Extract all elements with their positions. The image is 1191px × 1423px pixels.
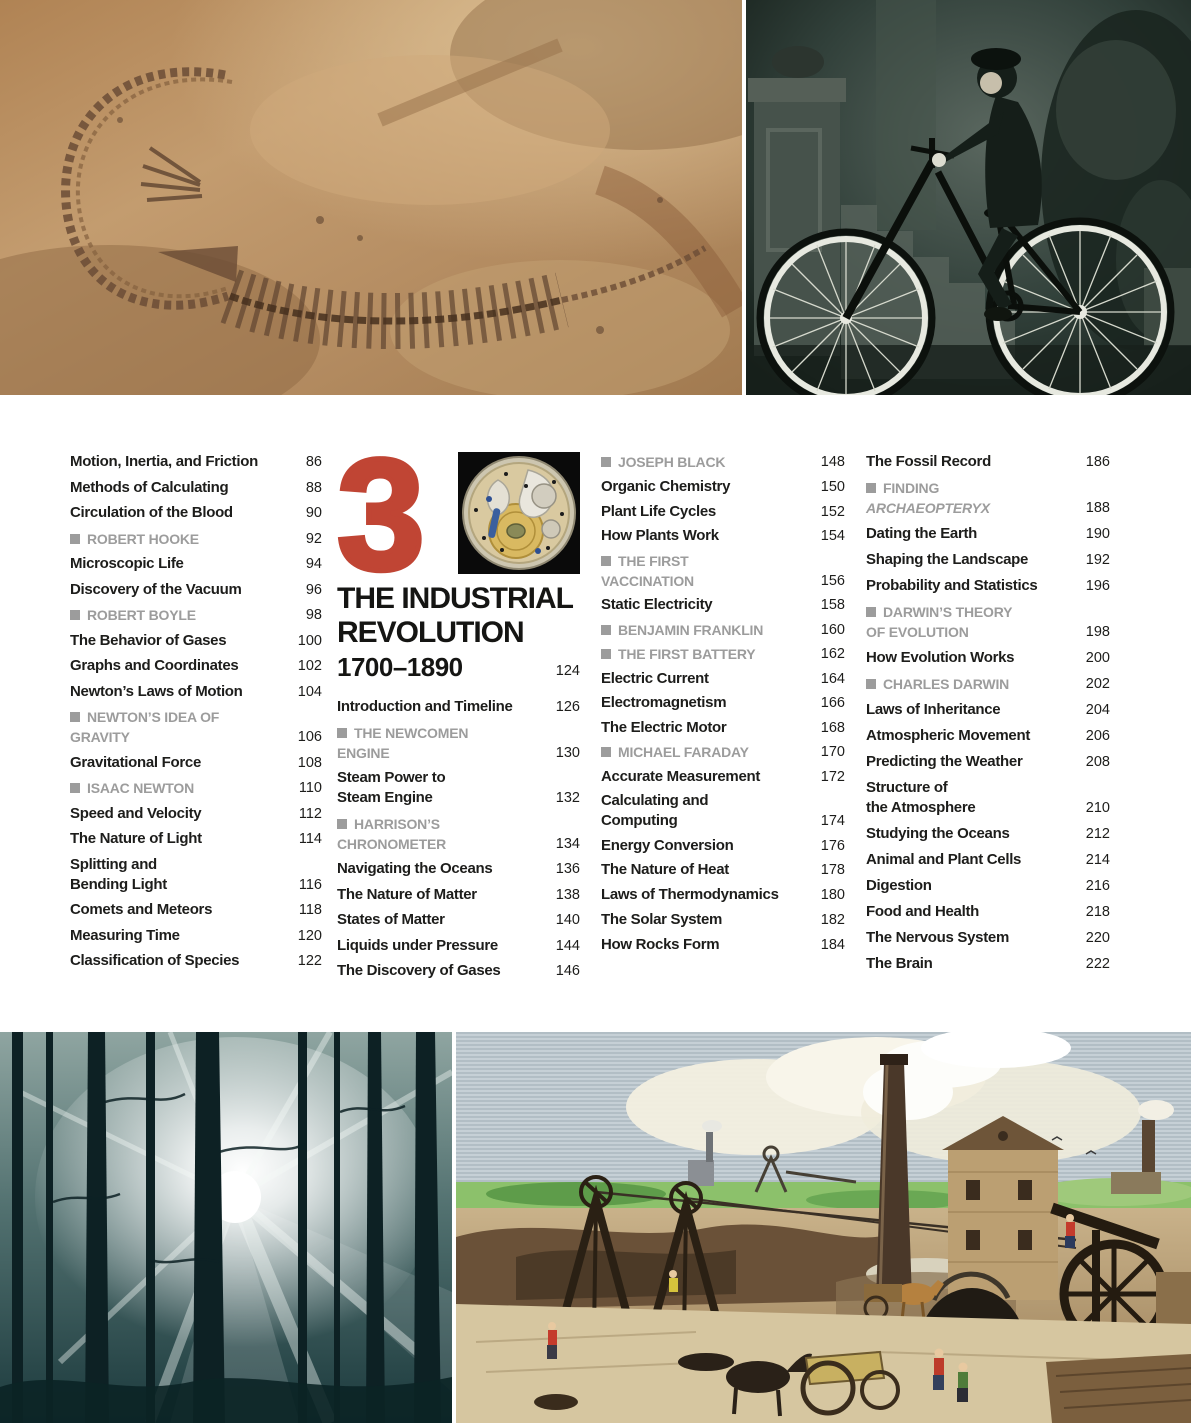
toc-entry-page-number: 192: [1085, 552, 1110, 568]
toc-entry-title: Dating the Earth: [866, 525, 978, 542]
toc-entry-page-number: 146: [555, 963, 580, 979]
toc-entry-page-number: 98: [305, 607, 322, 623]
chapter-title-line2: REVOLUTION: [337, 616, 524, 649]
toc-entry-page-number: 208: [1085, 754, 1110, 770]
toc-entry-page-number: 152: [820, 503, 845, 520]
toc-entry-page-number: 158: [820, 597, 845, 613]
toc-entry-title: The Nature of Heat: [601, 861, 729, 878]
toc-feature-entry: [601, 620, 845, 640]
toc-entry-page-number: 196: [1085, 578, 1110, 594]
chapter-title: [337, 582, 580, 650]
toc-entry-title: Classification of Species: [70, 952, 240, 969]
toc-column-2-list: [337, 697, 580, 981]
toc-entry-page-number: 92: [305, 530, 322, 547]
toc-entry-page-number: 112: [298, 805, 322, 822]
toc-entry-title: Newton’s Laws of Motion: [70, 682, 243, 700]
toc-entry-page-number: 126: [555, 699, 580, 715]
toc-entry-title: CHARLES DARWIN: [866, 674, 1009, 694]
toc-entry-title: Probability and Statistics: [866, 577, 1038, 594]
toc-entry-page-number: 114: [298, 831, 322, 847]
coal-mine-engraving-art: [456, 1032, 1191, 1423]
chapter-3-header: [337, 427, 580, 682]
toc-entry-title: Electric Current: [601, 669, 709, 687]
chapter-dates: 1700–1890: [337, 652, 463, 682]
toc-entry-title: Splitting and Bending Light: [70, 855, 167, 893]
toc-entry: [866, 452, 1110, 472]
toc-entry-title: Laws of Inheritance: [866, 701, 1001, 718]
toc-entry-page-number: 120: [297, 927, 322, 944]
toc-entry: [601, 767, 845, 787]
toc-entry-title: BENJAMIN FRANKLIN: [601, 620, 763, 640]
toc-entry-page-number: 138: [555, 886, 580, 903]
toc-column-3: [601, 452, 845, 959]
toc-entry: [70, 753, 322, 773]
toc-entry: [866, 954, 1110, 974]
square-bullet-icon: [866, 679, 876, 689]
square-bullet-icon: [601, 457, 611, 467]
toc-entry-title: Animal and Plant Cells: [866, 851, 1022, 868]
toc-column-4: [866, 452, 1110, 980]
toc-column-1: [70, 452, 322, 977]
toc-entry-page-number: 86: [305, 454, 322, 470]
square-bullet-icon: [866, 483, 876, 493]
toc-entry-page-number: 200: [1085, 650, 1110, 666]
toc-entry-title: ISAAC NEWTON: [70, 778, 194, 798]
toc-entry-page-number: 140: [555, 912, 580, 928]
toc-entry-page-number: 212: [1085, 826, 1110, 842]
toc-entry-page-number: 106: [297, 729, 322, 745]
toc-entry-title: FINDING ARCHAEOPTERYX: [866, 480, 990, 516]
toc-entry-page-number: 176: [820, 837, 845, 854]
toc-feature-entry: [70, 529, 322, 549]
toc-entry-page-number: 94: [305, 556, 322, 572]
toc-entry: [70, 900, 322, 920]
toc-entry-title: Studying the Oceans: [866, 825, 1010, 842]
toc-entry-page-number: 214: [1085, 852, 1110, 868]
toc-entry-title: Measuring Time: [70, 926, 180, 944]
toc-entry-page-number: 88: [305, 479, 322, 496]
toc-entry: [70, 503, 322, 523]
toc-entry: [70, 804, 322, 824]
toc-entry-page-number: 166: [820, 695, 845, 711]
toc-entry: [337, 936, 580, 956]
toc-entry-title: Plant Life Cycles: [601, 502, 716, 520]
toc-entry-page-number: 182: [820, 911, 845, 928]
toc-entry: [866, 550, 1110, 570]
toc-entry: [601, 718, 845, 738]
toc-entry: [337, 885, 580, 905]
toc-feature-entry: [601, 644, 845, 664]
toc-entry-title: How Evolution Works: [866, 649, 1015, 666]
toc-feature-entry: [70, 707, 322, 747]
toc-entry: [337, 859, 580, 879]
toc-entry-page-number: 186: [1085, 454, 1110, 470]
toc-entry-title: The Discovery of Gases: [337, 962, 501, 979]
toc-entry-title: Calculating and Computing: [601, 792, 709, 829]
toc-entry-title: The Nature of Light: [70, 830, 202, 847]
toc-entry-title: Predicting the Weather: [866, 753, 1023, 770]
fossil-photo: [0, 0, 742, 395]
boy-bicycle-photo-art: [746, 0, 1191, 395]
toc-entry-page-number: 172: [820, 768, 845, 785]
toc-entry-page-number: 170: [820, 744, 845, 760]
square-bullet-icon: [337, 728, 347, 738]
toc-entry-page-number: 160: [820, 621, 845, 638]
toc-entry-title: How Plants Work: [601, 527, 719, 544]
chapter-number: 3: [337, 427, 419, 603]
toc-entry-page-number: 156: [820, 572, 845, 589]
toc-entry: [70, 580, 322, 600]
toc-entry-page-number: 220: [1085, 930, 1110, 946]
toc-entry-page-number: 210: [1085, 800, 1110, 816]
toc-entry: [601, 526, 845, 546]
fossil-photo-art: [0, 0, 742, 395]
toc-entry: [601, 935, 845, 955]
toc-entry: [70, 631, 322, 651]
toc-feature-entry: [70, 605, 322, 625]
square-bullet-icon: [601, 625, 611, 635]
toc-entry-page-number: 104: [297, 683, 322, 700]
toc-entry-page-number: 136: [555, 861, 580, 877]
toc-feature-entry: [70, 778, 322, 798]
chapter-title-line1: THE INDUSTRIAL: [337, 582, 573, 615]
toc-entry-title: Steam Power to Steam Engine: [337, 769, 446, 806]
toc-entry-page-number: 134: [555, 835, 580, 852]
toc-entry-title: Static Electricity: [601, 596, 713, 613]
toc-entry-title: Laws of Thermodynamics: [601, 885, 779, 903]
toc-entry: [866, 850, 1110, 870]
toc-entry: [337, 910, 580, 930]
toc-entry-page-number: 204: [1085, 702, 1110, 718]
toc-entry: [70, 478, 322, 498]
toc-entry-page-number: 168: [820, 719, 845, 736]
forest-sunbeams-photo: [0, 1032, 452, 1423]
toc-entry: [337, 697, 580, 717]
toc-entry-page-number: 144: [555, 937, 580, 954]
toc-entry: [70, 855, 322, 895]
square-bullet-icon: [70, 712, 80, 722]
toc-entry-title: Introduction and Timeline: [337, 698, 513, 715]
toc-entry-page-number: 178: [820, 862, 845, 878]
toc-entry-title: THE FIRST BATTERY: [601, 644, 755, 664]
toc-entry-page-number: 102: [297, 658, 322, 674]
toc-entry-title: Comets and Meteors: [70, 901, 213, 918]
table-of-contents: [0, 395, 1191, 1032]
toc-entry-title: The Brain: [866, 955, 933, 972]
toc-entry-page-number: 110: [298, 780, 322, 796]
toc-entry-page-number: 150: [820, 478, 845, 495]
toc-entry-title: The Nature of Matter: [337, 885, 477, 903]
toc-entry-title: ROBERT HOOKE: [70, 529, 199, 549]
toc-entry: [601, 477, 845, 497]
miner-figure: [1065, 1214, 1075, 1248]
toc-entry-page-number: 180: [820, 886, 845, 903]
toc-feature-entry: [601, 452, 845, 472]
toc-entry-title: Structure of the Atmosphere: [866, 779, 976, 816]
toc-entry: [70, 656, 322, 676]
toc-feature-entry: [866, 674, 1110, 694]
toc-entry-title: Gravitational Force: [70, 753, 202, 771]
toc-entry: [866, 726, 1110, 746]
toc-entry-page-number: 118: [298, 902, 322, 918]
toc-entry-page-number: 164: [820, 670, 845, 687]
square-bullet-icon: [70, 610, 80, 620]
toc-entry-title: Accurate Measurement: [601, 767, 761, 785]
coal-mine-engraving: [456, 1032, 1191, 1423]
toc-entry-title: Microscopic Life: [70, 555, 184, 572]
square-bullet-icon: [70, 783, 80, 793]
toc-entry-title: MICHAEL FARADAY: [601, 742, 749, 762]
toc-entry-page-number: 116: [298, 876, 322, 893]
toc-entry-page-number: 130: [555, 744, 580, 761]
toc-entry: [70, 951, 322, 971]
toc-entry: [601, 693, 845, 713]
toc-entry: [866, 928, 1110, 948]
chronometer-watch-photo: [458, 452, 580, 574]
toc-entry: [601, 502, 845, 522]
toc-entry-page-number: 202: [1085, 676, 1110, 692]
toc-entry-title: Motion, Inertia, and Friction: [70, 453, 258, 470]
toc-entry-title: States of Matter: [337, 911, 445, 928]
toc-entry-title: Circulation of the Blood: [70, 504, 233, 521]
toc-entry-title: The Behavior of Gases: [70, 631, 227, 649]
toc-entry: [601, 836, 845, 856]
toc-entry-title: JOSEPH BLACK: [601, 452, 725, 472]
toc-entry-page-number: 154: [820, 528, 845, 544]
toc-feature-entry: [866, 478, 1110, 518]
toc-entry-title: Shaping the Landscape: [866, 551, 1029, 568]
toc-entry-title: ROBERT BOYLE: [70, 605, 196, 625]
toc-entry-page-number: 90: [305, 505, 322, 521]
toc-entry-title: The Fossil Record: [866, 453, 991, 470]
toc-entry-title: Speed and Velocity: [70, 804, 202, 822]
chapter-page-number: 124: [555, 663, 580, 679]
toc-entry: [866, 524, 1110, 544]
toc-entry: [866, 902, 1110, 922]
toc-entry-title: Graphs and Coordinates: [70, 657, 239, 674]
toc-entry-page-number: 190: [1085, 526, 1110, 542]
toc-entry: [70, 554, 322, 574]
toc-entry: [70, 829, 322, 849]
toc-feature-entry: [337, 723, 580, 763]
toc-entry-page-number: 184: [820, 936, 845, 953]
toc-entry: [601, 885, 845, 905]
toc-entry: [70, 926, 322, 946]
square-bullet-icon: [866, 607, 876, 617]
toc-entry: [601, 860, 845, 880]
toc-entry-page-number: 222: [1085, 956, 1110, 972]
toc-entry-title: Digestion: [866, 877, 932, 894]
square-bullet-icon: [601, 649, 611, 659]
toc-entry: [70, 682, 322, 702]
toc-feature-entry: [866, 602, 1110, 642]
toc-entry: [866, 752, 1110, 772]
square-bullet-icon: [601, 747, 611, 757]
toc-feature-entry: [601, 742, 845, 762]
toc-entry-page-number: 218: [1085, 904, 1110, 920]
toc-entry: [866, 778, 1110, 818]
toc-entry-title: The Electric Motor: [601, 718, 727, 736]
toc-entry-page-number: 216: [1085, 878, 1110, 894]
watch-movement-art: [458, 452, 580, 574]
toc-entry-title: The Nervous System: [866, 929, 1009, 946]
toc-entry-page-number: 100: [297, 632, 322, 649]
toc-entry: [70, 452, 322, 472]
toc-entry-page-number: 132: [555, 790, 580, 806]
toc-entry: [601, 791, 845, 831]
toc-entry: [866, 700, 1110, 720]
toc-entry-title: Navigating the Oceans: [337, 860, 493, 877]
toc-entry: [337, 768, 580, 808]
toc-feature-entry: [601, 551, 845, 591]
forest-photo-art: [0, 1032, 452, 1423]
toc-entry-title: THE FIRST VACCINATION: [601, 552, 694, 589]
square-bullet-icon: [601, 556, 611, 566]
toc-entry: [337, 961, 580, 981]
toc-entry-title: Energy Conversion: [601, 836, 734, 854]
toc-entry: [601, 669, 845, 689]
toc-entry-title: DARWIN’S THEORY OF EVOLUTION: [866, 604, 1013, 640]
toc-entry-title: Food and Health: [866, 903, 979, 920]
toc-entry-page-number: 174: [820, 813, 845, 829]
toc-entry-title: The Solar System: [601, 910, 723, 928]
toc-entry-page-number: 188: [1085, 500, 1110, 516]
toc-entry-title: Atmospheric Movement: [866, 727, 1031, 744]
toc-entry: [866, 576, 1110, 596]
toc-column-2: [337, 427, 580, 987]
toc-entry-page-number: 148: [820, 454, 845, 470]
toc-feature-entry: [337, 814, 580, 854]
toc-entry: [866, 648, 1110, 668]
toc-entry-page-number: 206: [1085, 728, 1110, 744]
toc-entry: [601, 910, 845, 930]
toc-entry-title: Methods of Calculating: [70, 478, 229, 496]
toc-entry: [866, 824, 1110, 844]
toc-entry-page-number: 162: [820, 646, 845, 662]
toc-entry-page-number: 122: [297, 953, 322, 969]
toc-entry-title: Liquids under Pressure: [337, 936, 498, 954]
square-bullet-icon: [70, 534, 80, 544]
toc-entry-page-number: 96: [305, 581, 322, 598]
square-bullet-icon: [337, 819, 347, 829]
toc-entry-title: Electromagnetism: [601, 694, 727, 711]
toc-entry-title: Discovery of the Vacuum: [70, 580, 242, 598]
toc-entry-title: HARRISON’S CHRONOMETER: [337, 815, 447, 852]
toc-entry-title: How Rocks Form: [601, 935, 720, 953]
toc-entry-title: THE NEWCOMEN ENGINE: [337, 724, 469, 761]
boy-bicycle-photo: [746, 0, 1191, 395]
toc-entry-page-number: 198: [1085, 624, 1110, 640]
toc-entry-page-number: 108: [297, 754, 322, 771]
toc-entry-title: NEWTON’S IDEA OF GRAVITY: [70, 709, 220, 745]
toc-entry-title: Organic Chemistry: [601, 477, 731, 495]
toc-entry: [866, 876, 1110, 896]
toc-entry: [601, 595, 845, 615]
